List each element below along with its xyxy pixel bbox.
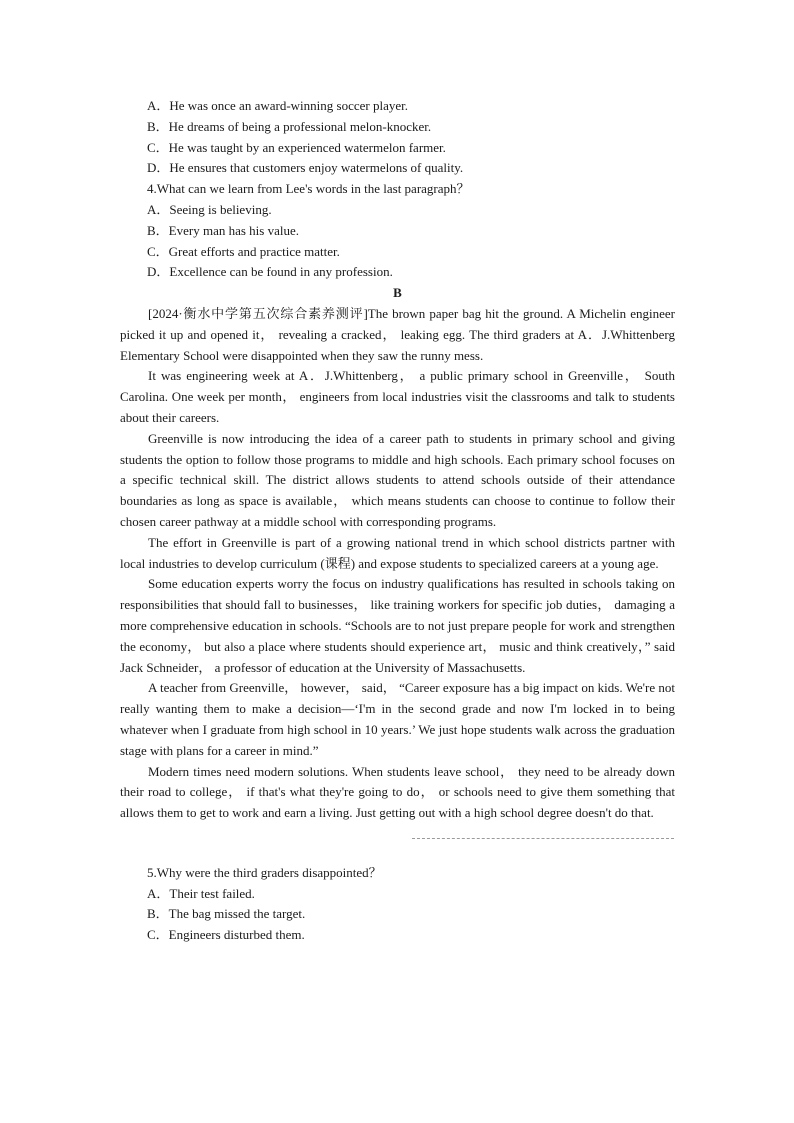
passage-paragraph-7: Modern times need modern solutions. When students leave school， they need to be already down their road to college， if that's what they're going to do， or schools need to give them something that allows them to get to work and earn a living. Just getting out with a high school degree doesn't do that. xyxy=(120,763,675,821)
q3-option-b: B．He dreams of being a professional melon-knocker. xyxy=(147,118,432,134)
q5-question: 5.Why were the third graders disappointed？ xyxy=(147,864,382,880)
q5-option-a: A．Their test failed. xyxy=(147,885,255,901)
q3-option-c: C．He was taught by an experienced watermelon farmer. xyxy=(147,139,446,155)
q4-option-a: A．Seeing is believing. xyxy=(147,201,272,217)
q4-option-c: C．Great efforts and practice matter. xyxy=(147,243,340,259)
passage-paragraph-1: [2024·衡水中学第五次综合素养测评]The brown paper bag hit the ground. A Michelin engineer picked it up and opened it， revealing a cracked， leaking egg. The third graders at A．J.Whittenberg Elementary School were disappointed when they saw the runny mess. xyxy=(120,305,675,363)
passage-paragraph-3: Greenville is now introducing the idea of a career path to students in primary school and giving students the option to follow those programs to middle and high schools. Each primary school focuses on a specific technical skill. The district allows students to attend schools outside of their attendance boundaries as long as space is available， which means students can choose to continue to follow their chosen career pathway at a middle school with corresponding programs. xyxy=(120,430,675,529)
q4-question: 4.What can we learn from Lee's words in the last paragraph？ xyxy=(147,181,470,197)
passage-paragraph-5: Some education experts worry the focus on industry qualifications has resulted in schools taking on responsibilities that should fall to businesses， like training workers for specific job duties， damaging a more comprehensive education in schools. “Schools are to not just prepare people for work and strengthen the economy， but also a place where students should experience art， music and think creatively，” said Jack Schneider， a professor of education at the University of Massachusetts. xyxy=(120,576,675,675)
document-content xyxy=(120,96,675,946)
passage-paragraph-4: The effort in Greenville is part of a growing national trend in which school districts partner with local industries to develop curriculum (课程) and expose students to specialized careers at a young age. xyxy=(120,534,675,571)
section-b-heading: B xyxy=(393,285,402,301)
passage-paragraph-6: A teacher from Greenville， however， said， “Career exposure has a big impact on kids. We're not really wanting them to make a decision—‘I'm in the second grade and now I'm locked in to being whatever when I graduate from high school in 10 years.’ We just hope students walk across the graduation stage with plans for a career in mind.” xyxy=(120,680,675,758)
passage-paragraph-2: It was engineering week at A．J.Whittenberg， a public primary school in Greenville， South Carolina. One week per month， engineers from local industries visit the classrooms and talk to students about their careers. xyxy=(120,368,675,425)
q3-option-d: D．He ensures that customers enjoy watermelons of quality. xyxy=(147,160,464,176)
q5-option-c: C．Engineers disturbed them. xyxy=(147,927,305,943)
q4-option-d: D．Excellence can be found in any profession. xyxy=(147,264,393,280)
q5-option-b: B．The bag missed the target. xyxy=(147,906,306,922)
q3-option-a: A．He was once an award-winning soccer player. xyxy=(147,98,408,113)
q4-option-b: B．Every man has his value. xyxy=(147,222,299,238)
